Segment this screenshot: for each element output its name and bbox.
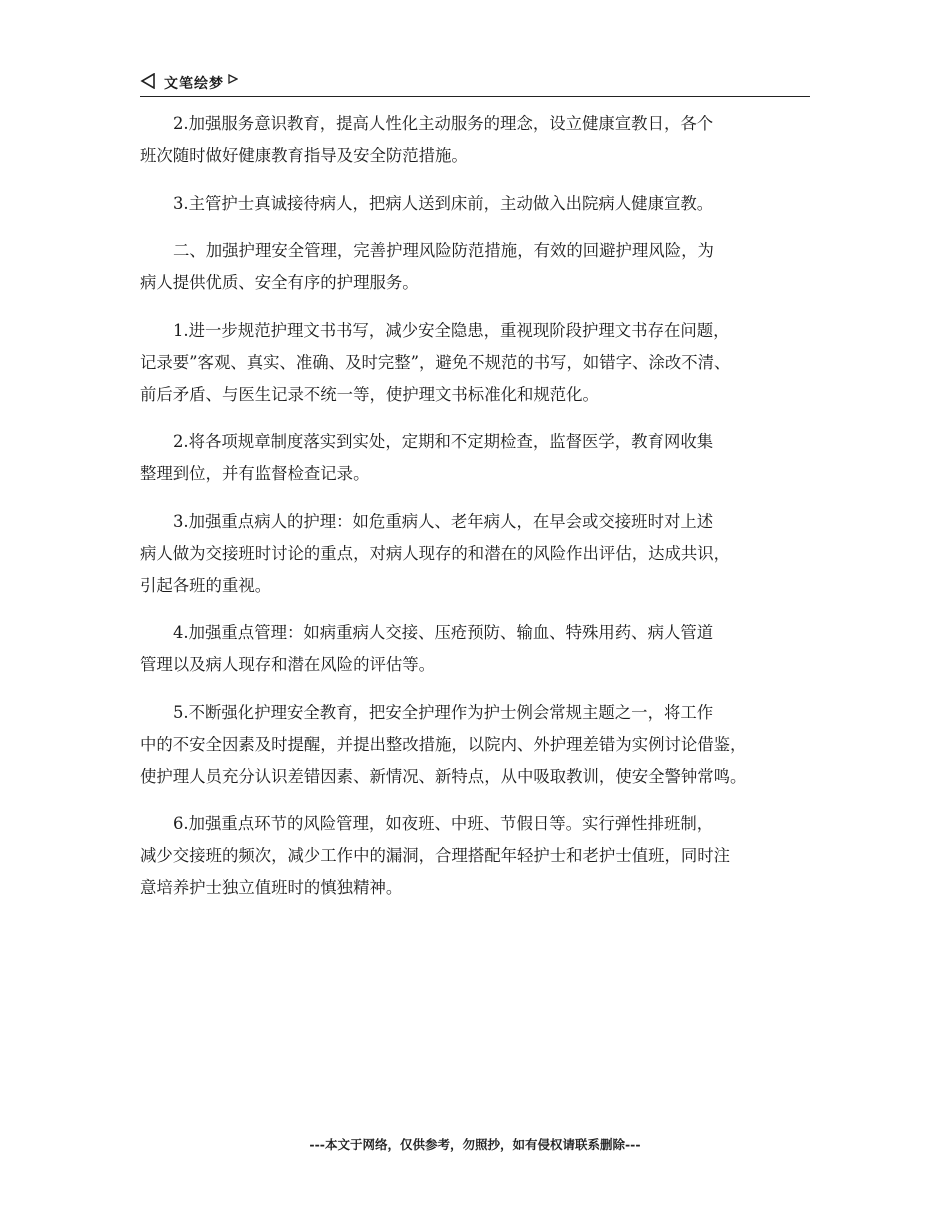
paragraph-line: 6.加强重点环节的风险管理，如夜班、中班、节假日等。实行弹性排班制， [173, 814, 714, 833]
paragraph-line: 班次随时做好健康教育指导及安全防范措施。 [140, 146, 468, 165]
paragraph-line: 二、加强护理安全管理，完善护理风险防范措施，有效的回避护理风险，为 [173, 241, 714, 260]
paragraph-line: 2.将各项规章制度落实到实处，定期和不定期检查，监督医学，教育网收集 [173, 432, 714, 451]
footer-disclaimer: ---本文于网络，仅供参考，勿照抄，如有侵权请联系删除--- [309, 1137, 641, 1152]
paragraph-line: 5.不断强化护理安全教育，把安全护理作为护士例会常规主题之一，将工作 [173, 702, 714, 722]
paragraph-line: 3.加强重点病人的护理：如危重病人、老年病人，在早会或交接班时对上述 [173, 511, 714, 531]
paragraph-line: 记录要”客观、真实、准确、及时完整”，避免不规范的书写，如错字、涂改不清、 [140, 352, 731, 372]
brand-title: 文笔绘梦 [164, 76, 224, 92]
paragraph [140, 315, 812, 411]
document-body [140, 108, 812, 920]
paragraph-line: 4.加强重点管理：如病重病人交接、压疮预防、输血、特殊用药、病人管道 [173, 623, 714, 642]
paragraph-line: 前后矛盾、与医生记录不统一等，使护理文书标准化和规范化。 [140, 384, 599, 404]
paragraph-line: 整理到位，并有监督检查记录。 [140, 464, 370, 483]
paragraph [140, 617, 812, 681]
paragraph [140, 426, 812, 490]
paragraph-line: 管理以及病人现存和潜在风险的评估等。 [140, 655, 436, 674]
triangle-left-icon [140, 73, 156, 89]
paragraph [140, 506, 812, 602]
paragraph-line: 中的不安全因素及时提醒，并提出整改措施，以院内、外护理差错为实例讨论借鉴， [140, 734, 747, 754]
paragraph [140, 697, 812, 793]
paragraph-line: 减少交接班的频次，减少工作中的漏洞，合理搭配年轻护士和老护士值班，同时注 [140, 846, 731, 865]
paragraph-line: 病人提供优质、安全有序的护理服务。 [140, 273, 419, 292]
paragraph-line: 病人做为交接班时讨论的重点，对病人现存的和潜在的风险作出评估，达成共识， [140, 543, 731, 563]
paragraph [140, 108, 812, 172]
paragraph-line: 使护理人员充分认识差错因素、新情况、新特点，从中吸取教训，使安全警钟常鸣。 [140, 766, 747, 786]
paragraph [140, 235, 812, 299]
page-header [140, 70, 810, 97]
paragraph-line: 2.加强服务意识教育，提高人性化主动服务的理念，设立健康宣教日，各个 [173, 114, 714, 133]
paragraph-line: 意培养护士独立值班时的慎独精神。 [140, 878, 403, 897]
triangle-right-icon [228, 74, 238, 84]
paragraph [140, 808, 812, 904]
paragraph-line: 1.进一步规范护理文书书写，减少安全隐患，重视现阶段护理文书存在问题， [173, 320, 730, 340]
paragraph [140, 188, 812, 220]
paragraph-line: 引起各班的重视。 [140, 575, 272, 595]
paragraph-line: 3.主管护士真诚接待病人，把病人送到床前，主动做入出院病人健康宣教。 [173, 193, 714, 213]
